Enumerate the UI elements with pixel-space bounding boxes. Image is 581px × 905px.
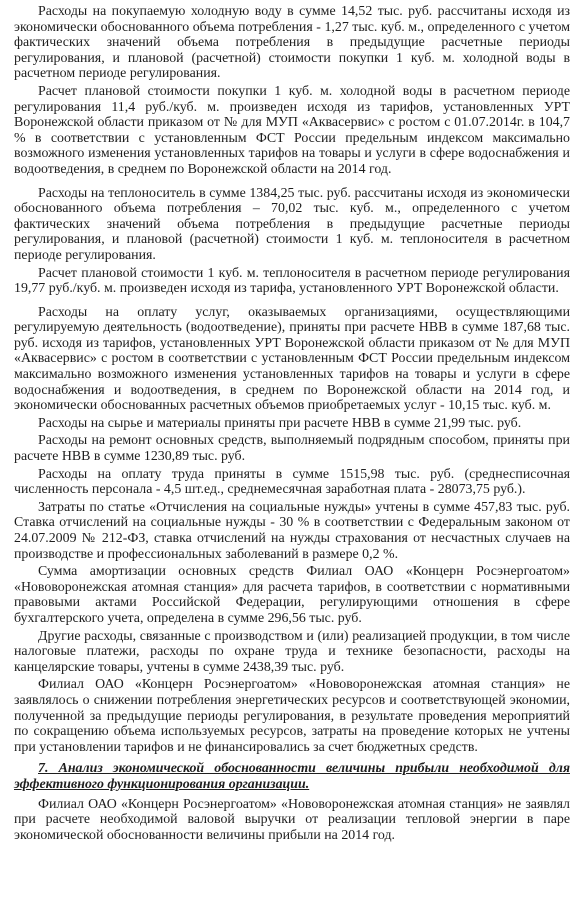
paragraph-energy-savings: Филиал ОАО «Концерн Росэнергоатом» «Нововоронежская атомная станция» не заявлялось о снижении потребления энергетических ресурсов и соответствующей экономии, полученной за предыдущие периоды регулирования, в результате проведения мероприятий по сокращению объема используемых ресурсов, затраты на проведение которых не учтены при установлении тарифов и не финансировались за счет бюджетных средств. (14, 677, 570, 755)
paragraph-repair: Расходы на ремонт основных средств, выполняемый подрядным способом, приняты при расчете НВВ в сумме 1230,89 тыс. руб. (14, 433, 570, 465)
paragraph-labor: Расходы на оплату труда приняты в сумме 1515,98 тыс. руб. (среднесписочная численность персонала - 4,5 шт.ед., среднемесячная заработная плата - 28073,75 руб.). (14, 466, 570, 498)
document-page (14, 4, 570, 845)
paragraph-profit-analysis: Филиал ОАО «Концерн Росэнергоатом» «Нововоронежская атомная станция» не заявлял при расчете необходимой валовой выручки от реализации тепловой энергии в паре экономической обоснованности величины прибыли на 2014 год. (14, 796, 570, 843)
paragraph-materials: Расходы на сырье и материалы приняты при расчете НВВ в сумме 21,99 тыс. руб. (38, 415, 522, 431)
paragraph-cold-water-price: Расчет плановой стоимости покупки 1 куб. м. холодной воды в расчетном периоде регулирования 11,4 руб./куб. м. произведен исходя из тарифов, установленных УРТ Воронежской области приказом от № для МУП «Аквасервис» с ростом с 01.07.2014г. в 104,7 % в соответствии с установленным ФСТ России предельным индексом максимально возможного изменения установленных тарифов на товары и услуги в сфере водоснабжения и водоотведения, в среднем по Воронежской области на 2014 год. (14, 83, 570, 177)
section-heading: 7. Анализ экономической обоснованности величины прибыли необходимой для эффективного функционирования организации. (14, 761, 570, 792)
paragraph-heat-carrier-price: Расчет плановой стоимости 1 куб. м. теплоносителя в расчетном периоде регулирования 19,77 руб./куб. м. произведен исходя из тарифа, установленного УРТ Воронежской области. (14, 265, 570, 297)
paragraph-cold-water-costs: Расходы на покупаемую холодную воду в сумме 14,52 тыс. руб. рассчитаны исходя из экономически обоснованного объема потребления - 1,27 тыс. куб. м., определенного с учетом фактических значений объема потребления в предыдущие расчетные периоды регулирования, и плановой (расчетной) стоимости покупки 1 куб. м. холодной воды в расчетном периоде регулирования. (14, 4, 570, 82)
paragraph-other-expenses: Другие расходы, связанные с производством и (или) реализацией продукции, в том числе налоговые платежи, расходы по охране труда и технике безопасности, расходы на канцелярские товары, учтены в сумме 2438,39 тыс. руб. (14, 628, 570, 675)
paragraph-social-contributions: Затраты по статье «Отчисления на социальные нужды» учтены в сумме 457,83 тыс. руб. Ставка отчислений на социальные нужды - 30 % в соответствии с Федеральным законом от 24.07.2009 № 212-ФЗ, ставка отчислений на нужды страхования от несчастных случаев на производстве и профессиональных заболеваний в размере 0,2 %. (14, 499, 570, 562)
paragraph-depreciation: Сумма амортизации основных средств Филиал ОАО «Концерн Росэнергоатом» «Нововоронежская атомная станция» для расчета тарифов, в соответствии с нормативными правовыми актами Российской Федерации, регулирующими отношения в сфере бухгалтерского учета, определена в сумме 296,56 тыс. руб. (14, 564, 570, 626)
paragraph-heat-carrier-costs: Расходы на теплоноситель в сумме 1384,25 тыс. руб. рассчитаны исходя из экономически обоснованного объема потребления – 70,02 тыс. куб. м., определенного с учетом фактических значений объема потребления в предыдущие расчетные периоды регулирования, и плановой (расчетной) стоимости 1 куб. м. теплоносителя в расчетном периоде регулирования. (14, 185, 570, 263)
paragraph-sewerage-services: Расходы на оплату услуг, оказываемых организациями, осуществляющими регулируемую деятельность (водоотведение), приняты при расчете НВВ в сумме 187,68 тыс. руб. исходя из тарифов, установленных УРТ Воронежской области приказом от № для МУП «Аквасервис» с ростом в соответствии с установленным ФСТ России предельным индексом максимально возможного изменения установленных тарифов на товары и услуги в сфере водоснабжения и водоотведения, в среднем по Воронежской области на 2014 год, и экономически обоснованных расчетных объемов приобретаемых услуг - 10,15 тыс. куб. м. (14, 304, 570, 414)
